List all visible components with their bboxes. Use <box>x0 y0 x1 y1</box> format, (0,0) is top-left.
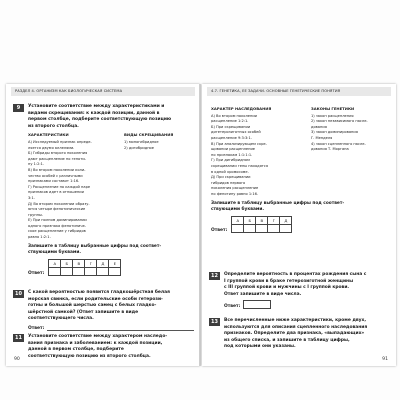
answer-row: Ответ: А Б В Г Д <box>211 216 390 233</box>
list-item: щивании расщепление <box>211 147 256 152</box>
answer-letter-cell: В <box>256 217 268 225</box>
list-item: 2) дигибридное <box>124 145 154 150</box>
cross-types-list <box>124 140 173 150</box>
characteristics-column: ХАРАКТЕРИСТИКИ А) Исследуемый признак опреде- ляется двумя аллелями. Б) Гибриды второго поколения дают расщепление по геноти- пу 1:2:1. В) Во втором поколении коли- чество особей с различными признаками составит 1:16. Г) Расщепление по каждой паре признаков идет в отношении 3:1. Д) Во втором поколении образу- ются четыре фенотипические группы. Е) При полном доминировании одного признака фенотипиче- ское расщепление у гибридов равно 1:2:1. <box>28 133 124 240</box>
answer-input-cell[interactable] <box>73 268 85 276</box>
answer-table[interactable] <box>231 216 292 233</box>
list-item: Г) Расщепление по каждой паре <box>28 184 91 189</box>
list-item: по признакам 1:1:1:1. <box>211 152 253 157</box>
list-item: ское расщепление у гибридов <box>28 229 86 234</box>
answer-letter-cell: Б <box>61 260 73 268</box>
list-item: Г) При дигибридном <box>211 158 250 163</box>
list-item: 1) моногибридное <box>124 139 159 144</box>
left-running-header: РАЗДЕЛ 4. ОРГАНИЗМ КАК БИОЛОГИЧЕСКАЯ СИСТЕМА <box>11 87 195 96</box>
task-text: С какой вероятностью появится гладкошёрстная белая морская свинка, если родительские особи гетерози- готны и большой шерстью самец с белых гладко- шёрстной самкой? (Ответ запишите в виде соответствующего числа. <box>28 290 170 322</box>
cross-types-column: ВИДЫ СКРЕЩИВАНИЯ 1) моногибридное 2) дигибридное <box>124 132 174 150</box>
task-number: 11 <box>13 334 24 342</box>
right-page <box>202 84 396 366</box>
list-item: Г. Менделя <box>311 135 333 140</box>
answer-line: Ответ: <box>28 325 194 331</box>
inheritance-column: ХАРАКТЕР НАСЛЕДОВАНИЯ А) Во втором поколении расщепление 1:2:1. Б) При скрещивании дигетерозиготных особей расщепление 9:3:3:1. В) При анализирующем скре- щивании расщепление по признакам 1:1:1:1. Г) При дигибридном скрещивании гены находятся в одной хромосоме. Д) При скрещивании гибридов первого поколения расщепление по фенотипу равно 1:16. <box>211 107 311 198</box>
inheritance-list <box>211 114 311 197</box>
list-item: 3) закон доминирования <box>311 130 358 135</box>
list-item: равно 1:2:1. <box>28 235 51 240</box>
list-item: дают расщепление по геноти- <box>28 156 86 161</box>
answer-letter-cell: Г <box>268 217 280 225</box>
list-item: чество особей с различными <box>28 173 83 178</box>
list-item: признаков идет в отношении <box>28 190 84 195</box>
answer-letter-cell: Д <box>97 260 109 268</box>
list-item: поколения расщепление <box>211 186 259 191</box>
task-text: Установите соответствие между характеристиками и видами скрещивания: к каждой позиции, данной в первом столбце, подберите соответствующую позицию из второго столбца. <box>28 104 172 129</box>
answer-line: Ответ: <box>224 300 390 309</box>
right-running-header: 4.7. ГЕНЕТИКА, ЕЕ ЗАДАЧИ. ОСНОВНЫЕ ГЕНЕТИЧЕСКИЕ ПОНЯТИЯ <box>207 87 391 96</box>
task-number: 10 <box>13 290 24 298</box>
list-item: признаками составит 1:16. <box>28 179 80 184</box>
list-item: дигетерозиготных особей <box>211 130 261 135</box>
answer-letter-cell: В <box>73 260 85 268</box>
matching-columns <box>211 107 390 198</box>
list-item: А) Во втором поколении <box>211 113 257 118</box>
task-13 <box>209 318 390 351</box>
answer-field[interactable] <box>243 300 271 309</box>
list-item: в одной хромосоме. <box>211 169 249 174</box>
task-text: Установите соответствие между характером наследо- вания признака и заболеванием: к каждой позиции, данной в первом столбце, подберите соответствующую позицию из второго столбца. <box>28 334 168 359</box>
answer-row: Ответ: А Б В Г Д Е <box>28 259 194 276</box>
answer-input-cell[interactable] <box>85 268 97 276</box>
list-item: группы. <box>28 212 43 217</box>
characteristics-list <box>28 140 124 240</box>
left-page <box>6 84 200 366</box>
list-item: 4) закон сцепленного насле- <box>311 141 366 146</box>
matching-columns <box>28 133 194 240</box>
list-item: расщепление 1:2:1. <box>211 119 249 124</box>
list-item: 1) закон расщепления <box>311 113 354 118</box>
task-number: 12 <box>209 272 220 280</box>
answer-input-cell[interactable] <box>97 268 109 276</box>
answer-letter-cell: А <box>232 217 244 225</box>
answer-input-cell[interactable] <box>256 225 268 233</box>
list-item: 3:1. <box>28 195 35 200</box>
answer-letter-cell: Г <box>85 260 97 268</box>
task-11 <box>13 334 194 360</box>
list-item: ляется двумя аллелями. <box>28 145 75 150</box>
list-item: 2) закон независимого насле- <box>311 119 368 124</box>
answer-field[interactable] <box>47 325 194 331</box>
answer-input-cell[interactable] <box>244 225 256 233</box>
answer-input-cell[interactable] <box>268 225 280 233</box>
list-item: ются четыре фенотипические <box>28 207 86 212</box>
list-item: Е) При полном доминировании <box>28 218 87 223</box>
answer-table[interactable] <box>48 259 121 276</box>
task-12 <box>209 272 390 309</box>
list-item: дования Т. Моргана <box>311 147 349 152</box>
list-item: Б) Гибриды второго поколения <box>28 151 88 156</box>
list-item: Д) Во втором поколении образу- <box>28 201 90 206</box>
task-9 <box>13 104 194 276</box>
answer-input-cell[interactable] <box>61 268 73 276</box>
task-number: 9 <box>13 104 24 112</box>
answer-input-cell[interactable] <box>109 268 121 276</box>
list-item: одного признака фенотипиче- <box>28 223 86 228</box>
genetic-laws-column: ЗАКОНЫ ГЕНЕТИКИ 1) закон расщепления 2) закон независимого насле- дования 3) закон доминирования Г. Менделя 4) закон сцепленного насле- дования Т. Моргана <box>311 106 368 152</box>
list-item: А) Исследуемый признак опреде- <box>28 139 92 144</box>
page-number: 91 <box>382 357 388 362</box>
genetic-laws-list <box>311 114 368 152</box>
instruction-note: Запишите в таблицу выбранные цифры под соответ- ствующими буквами. <box>28 243 162 256</box>
answer-letter-cell: Д <box>280 217 292 225</box>
answer-input-cell[interactable] <box>232 225 244 233</box>
list-item: дования <box>311 124 327 129</box>
answer-letter-cell: А <box>49 260 61 268</box>
list-item: по фенотипу равно 1:16. <box>211 191 259 196</box>
instruction-note: Запишите в таблицу выбранные цифры под соответ- ствующими буквами. <box>211 200 345 212</box>
book-spine <box>199 84 201 366</box>
task-text: Определите вероятность в процентах рождения сына с I группой крови в браке гетерозиготной женщины с III группой крови и мужчины с I группой крови. Ответ запишите в виде числа. <box>224 272 367 297</box>
page-number: 90 <box>14 357 20 362</box>
list-item: гибридов первого <box>211 180 246 185</box>
list-item: расщепление 9:3:3:1. <box>211 135 252 140</box>
task-10 <box>13 290 194 331</box>
list-item: Д) При скрещивании <box>211 175 251 180</box>
list-item: пу 1:2:1. <box>28 162 45 167</box>
answer-letter-cell: Б <box>244 217 256 225</box>
task-text: Все перечисленные ниже характеристики, кроме двух, используются для описания сцепленного наследования признаков. Определите два признака, «выпадающих» из общего списка, и запишите в таблицу цифры, под которыми они указаны. <box>224 318 368 350</box>
list-item: Б) При скрещивании <box>211 124 251 129</box>
list-item: В) При анализирующем скре- <box>211 141 267 146</box>
list-item: скрещивании гены находятся <box>211 163 269 168</box>
answer-input-cell[interactable] <box>49 268 61 276</box>
list-item: В) Во втором поколении коли- <box>28 167 86 172</box>
answer-letter-cell: Е <box>109 260 121 268</box>
task-number: 13 <box>209 318 220 326</box>
task-11-continued <box>209 104 390 233</box>
answer-input-cell[interactable] <box>280 225 292 233</box>
